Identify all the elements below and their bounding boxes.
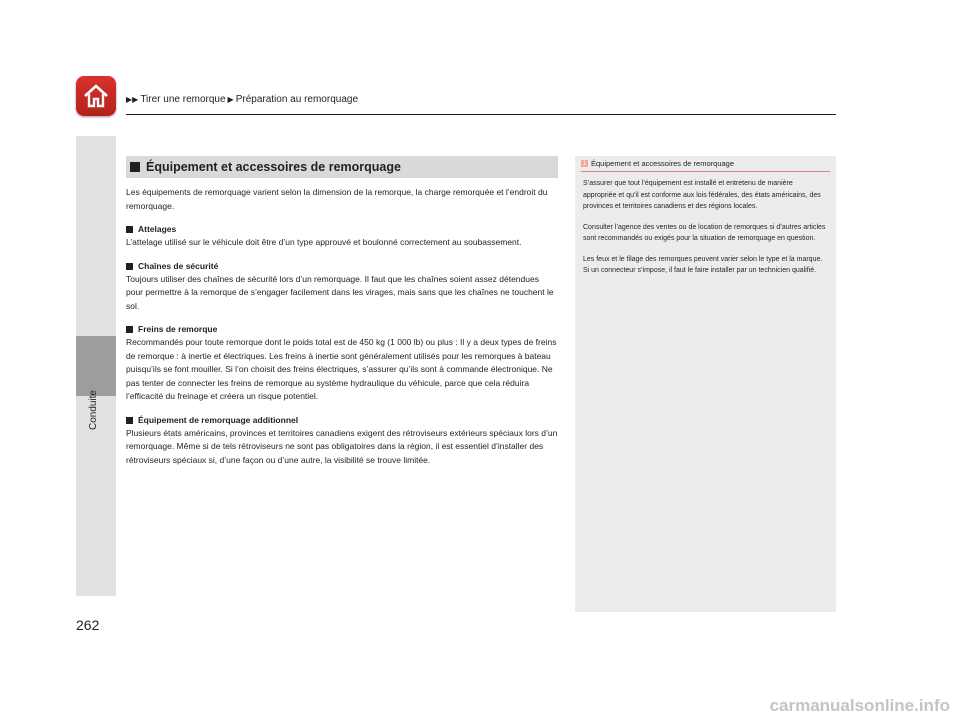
- section-intro: Les équipements de remorquage varient selon la dimension de la remorque, la charge remorquée et l’endroit du remorquage.: [126, 187, 548, 211]
- side-note-divider: [581, 171, 830, 172]
- breadcrumb: [126, 94, 358, 105]
- breadcrumb-arrow-icon: ▶▶: [126, 95, 139, 104]
- subsection-title: Attelages: [138, 224, 177, 234]
- square-bullet-icon: [126, 326, 133, 333]
- subsection-body: Toujours utiliser des chaînes de sécurité lors d’un remorquage. Il faut que les chaînes soient assez détendues pour permettre à la remorque de s’engager facilement dans les virages, mais sans que les chaînes ne touchent le sol.: [126, 273, 554, 311]
- side-note-paragraph: Les feux et le filage des remorques peuvent varier selon le type et la marque. Si un connecteur s’impose, il faut le faire installer par un technicien qualifié.: [583, 255, 823, 274]
- side-note-paragraph: Consulter l’agence des ventes ou de location de remorques si d’autres articles sont recommandés ou exigés pour la situation de remorquage en question.: [583, 223, 826, 242]
- section-title-text: Équipement et accessoires de remorquage: [146, 160, 401, 174]
- home-icon: [82, 82, 110, 110]
- side-note-title[interactable]: Équipement et accessoires de remorquage: [591, 159, 734, 168]
- side-note-paragraph: S’assurer que tout l’équipement est installé et entretenu de manière appropriée et qu’il est conforme aux lois fédérales, des états américains, des provinces et territoires canadiens et des régions locales.: [583, 180, 821, 210]
- watermark: carmanualsonline.info: [769, 696, 950, 715]
- subsection-body: L’attelage utilisé sur le véhicule doit être d’un type approuvé et boulonné correctement au soubassement.: [126, 237, 522, 247]
- side-note-header: [575, 156, 836, 168]
- subsection-additional-equipment: [126, 414, 558, 468]
- chapter-label: Conduite: [88, 390, 99, 431]
- square-bullet-icon: [126, 226, 133, 233]
- home-button[interactable]: [76, 76, 116, 116]
- breadcrumb-item-towing[interactable]: Tirer une remorque: [140, 94, 226, 105]
- main-content: [126, 156, 558, 467]
- breadcrumb-arrow-icon: ▶: [227, 95, 234, 104]
- subsection-trailer-brakes: [126, 323, 558, 404]
- header-divider: [126, 114, 836, 115]
- subsection-body: Plusieurs états américains, provinces et territoires canadiens exigent des rétroviseurs extérieurs spéciaux lors d’un remorquage. Même si de tels rétroviseurs ne sont pas obligatoires dans la région, il est essentiel d’installer des rétroviseurs spéciaux si, d’une façon ou d’une autre, la visibilité se trouve limitée.: [126, 427, 558, 465]
- reference-marker-icon: 1: [582, 160, 587, 167]
- subsection-title: Freins de remorque: [138, 324, 218, 334]
- subsection-title: Équipement de remorquage additionnel: [138, 414, 299, 425]
- square-bullet-icon: [126, 417, 133, 424]
- side-note-panel: [575, 156, 836, 612]
- breadcrumb-item-preparation[interactable]: Préparation au remorquage: [235, 94, 359, 105]
- square-bullet-icon: [126, 263, 133, 270]
- page-number: 262: [76, 617, 100, 633]
- section-title: [126, 156, 558, 178]
- subsection-safety-chains: [126, 260, 558, 314]
- subsection-body: Recommandés pour toute remorque dont le poids total est de 450 kg (1 000 lb) ou plus : Il y a deux types de freins de remorque : à inertie et électriques. Les freins à inertie sont généralement utilisés pour les remorques à bateau puisqu’ils se font mouiller. Si l’on choisit des freins électriques, s’assurer qu’ils sont à commande électronique. Ne pas tenter de connecter les freins de remorque au système hydraulique du véhicule, parce que cela réduira l’efficacité du freinage et créera un risque potentiel.: [126, 337, 557, 401]
- subsection-hitches: [126, 223, 558, 250]
- chapter-side-tab-active[interactable]: [76, 336, 116, 396]
- subsection-title: Chaînes de sécurité: [138, 260, 219, 271]
- square-bullet-icon: [130, 162, 140, 172]
